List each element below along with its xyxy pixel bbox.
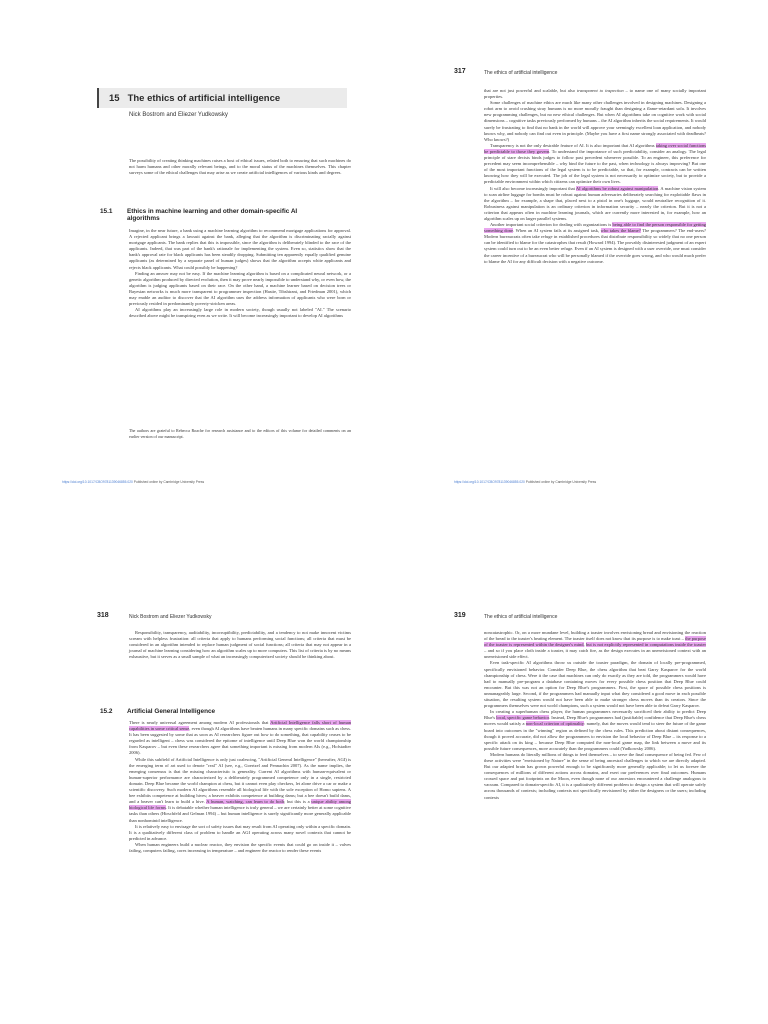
- paragraph: Imagine, in the near future, a bank using a machine learning algorithm to recommend mortgage applications for approval. A rejected applicant brings a lawsuit against the bank, alleging that the algorithm is discriminating racially against mortgage applicants. The bank replies that this is impossible, since the algorithm is deliberately blinded to the race of the applicants. Indeed, that was part of the bank's rationale for implementing the system. Even so, statistics show that the bank's approval rate for black applicants has been steadily dropping. Submitting ten apparently equally qualified genuine applicants (as determined by a separate panel of human judges) shows that the algorithm accepts white applicants and rejects black applicants. What could possibly be happening?: [129, 228, 351, 270]
- section-heading-15-1: [100, 208, 327, 222]
- paragraph: noncatastrophic. Or, on a more mundane level, building a toaster involves envisioning bread and envisioning the reaction of the bread to the toaster's heating element. The toaster itself does not know that its purpose is to make toast – the purpose of the toaster is represented within the designer's mind, but is not explicitly represented in computations inside the toaster – and so if you place cloth inside a toaster, it may catch fire, as the design executes in an unenvisioned context with an unenvisioned side effect.: [484, 630, 706, 660]
- chapter-number: 15: [109, 92, 120, 104]
- page-body: [484, 88, 706, 265]
- page-body: [484, 630, 706, 801]
- page-footer: [454, 480, 596, 484]
- chapter-abstract: [129, 158, 351, 176]
- highlight: non-local criterion of optimality: [525, 721, 585, 727]
- paragraph: Another important social criterion for dealing with organizations is being able to find the person responsible for getting something done. When an AI system fails at its assigned task, who takes the blame? The programmers? The end-users? Modern bureaucrats often take refuge in established procedures that distribute responsibility so widely that no one person can be identified to blame for the catastrophes that result (Howard 1994). The provably disinterested judgment of an expert system could turn out to be an even better refuge. Even if an AI system is designed with a user override, one must consider the career incentive of a bureaucrat who will be personally blamed if the override goes wrong, and who would much prefer to blame the AI for any difficult decision with a negative outcome.: [484, 222, 707, 264]
- paragraph: AI algorithms play an increasingly large role in modern society, though usually not labeled "AI." The scenario described above might be transpiring even as we write. It will become increasingly important to develop AI algorithms: [129, 307, 351, 319]
- highlight: taking over social functions be predictable to those they govern: [484, 142, 706, 154]
- highlight: being able to find the person responsible for getting something done: [484, 222, 707, 234]
- abstract-text: The possibility of creating thinking machines raises a host of ethical issues, related both to ensuring that such machines do not harm humans and other morally relevant beings, and to the moral status of the machines themselves. This chapter surveys some of the ethical challenges that may arise as we create artificial intelligences of various kinds and degrees.: [129, 158, 351, 176]
- acknowledgement-text: The authors are grateful to Rebecca Roache for research assistance and to the editors of this volume for detailed comments on an earlier version of our manuscript.: [129, 428, 351, 439]
- section-heading-15-2: [100, 708, 215, 715]
- paragraph: It will also become increasingly important that AI algorithms be robust against manipulation. A machine vision system to scan airline luggage for bombs must be robust against human adversaries deliberately searching for exploitable flaws in the algorithm – for example, a shape that, placed next to a pistol in one's luggage, would neutralize recognition of it. Robustness against manipulation is an ordinary criterion in information security – nearly the criterion. But it is not a criterion that appears often in machine learning journals, which are currently more interested in, for example, how an algorithm scales up on larger parallel systems.: [484, 185, 706, 221]
- paragraph: Even task-specific AI algorithms throw us outside the toaster paradigm, the domain of locally pre-programmed, specifically envisioned behavior. Consider Deep Blue, the chess algorithm that beat Garry Kasparov for the world championship of chess. Were it the case that machines can only do exactly as they are told, the programmers would have had to manually pre-program a database containing moves for every possible chess position that Deep Blue could encounter. But this was not an option for Deep Blue's programmers. First, the space of possible chess positions is unmanageably large. Second, if the programmers had manually input what they considered a good move in each possible situation, the resulting system would not have been able to make stronger chess moves than its creators. Since the programmers themselves were not world champions, such a system would not have been able to defeat Garry Kasparov.: [484, 660, 706, 709]
- paragraph: In creating a superhuman chess player, the human programmers necessarily sacrificed their ability to predict Deep Blue's local, specific game behavior. Instead, Deep Blue's programmers had (justifiable) confidence that Deep Blue's chess moves would satisfy a non-local criterion of optimality: namely, that the moves would tend to steer the future of the game board into outcomes in the "winning" region as defined by the chess rules. This prediction about distant consequences, though it proved accurate, did not allow the programmers to envision the local behavior of Deep Blue – its response to a specific attack on its king – because Deep Blue computed the non-local game map, the link between a move and its possible future consequences, more accurately than the programmers could (Yudkowsky 2006).: [484, 709, 706, 751]
- paragraph: Responsibility, transparency, auditability, incorruptibility, predictability, and a tendency to not make innocent victims scream with helpless frustration: all criteria that apply to humans performing social functions; all criteria that must be considered in an algorithm intended to replace human judgment of social functions; all criteria that may not appear in a journal of machine learning considering how an algorithm scales up to more computers. This list of criteria is by no means exhaustive, but it serves as a small sample of what an increasingly computerized society should be thinking about.: [129, 630, 351, 660]
- highlight: Artificial Intelligence falls short of human capabilities in some critical sense: [129, 720, 351, 732]
- section-title: Ethics in machine learning and other domain-specific AI algorithms: [127, 208, 298, 222]
- section-number: 15.2: [100, 708, 113, 715]
- running-head: The ethics of artificial intelligence: [484, 70, 558, 76]
- footer-text: Published online by Cambridge University Press: [132, 480, 205, 484]
- paragraph: Some challenges of machine ethics are much like many other challenges involved in designing machines. Designing a robot arm to avoid crushing stray humans is no more morally fraught than designing a flame-retardant sofa. It involves new programming challenges, but no new ethical challenges. But when AI algorithms take on cognitive work with social dimensions – cognitive tasks previously performed by humans – the AI algorithm inherits the social requirements. It would surely be frustrating to find that no bank in the world will approve your seemingly excellent loan application, and nobody knows why, and nobody can find out even in principle. (Maybe you have a first name strongly associated with deadbeats? Who knows?): [484, 100, 706, 142]
- chapter-title: The ethics of artificial intelligence: [127, 92, 281, 104]
- highlight: the purpose of the toaster is represented within the designer's mind: [484, 636, 706, 648]
- page-body-top: [129, 630, 351, 660]
- highlight: but is not explicitly represented in computations inside the toaster: [585, 642, 706, 648]
- highlight: unique ability among biological life forms: [129, 799, 351, 811]
- page-318: [0, 512, 384, 1024]
- highlight: AI algorithms be robust against manipulation: [575, 185, 659, 191]
- page-319: [384, 512, 768, 1024]
- running-head: The ethics of artificial intelligence: [484, 614, 558, 620]
- page-number: 317: [454, 68, 466, 75]
- section-title: Artificial General Intelligence: [127, 708, 216, 715]
- page-number: 319: [454, 612, 466, 619]
- highlight: A human, watching, can learn to do both: [206, 799, 284, 805]
- page-number: 318: [97, 612, 109, 619]
- section-body: [129, 720, 351, 854]
- page-footer: [62, 480, 204, 484]
- section-body: [129, 228, 351, 319]
- paragraph: that are not just powerful and scalable, but also transparent to inspection – to name one of many socially important properties.: [484, 88, 706, 100]
- paragraph: It is relatively easy to envisage the sort of safety issues that may result from AI operating only within a specific domain. It is a qualitatively different class of problem to handle an AGI operating across many novel contexts that cannot be predicted in advance.: [129, 823, 351, 841]
- paragraph: When human engineers build a nuclear reactor, they envision the specific events that could go on inside it – valves failing, computers failing, cores increasing in temperature – and engineer the reactor to render these events: [129, 841, 351, 853]
- doi-link[interactable]: https://doi.org/10.1017/CBO9781139046855.020: [62, 480, 133, 484]
- page-chapter-opener: [0, 0, 384, 512]
- footer-text: Published online by Cambridge University Press: [524, 480, 597, 484]
- paragraph: There is nearly universal agreement among modern AI professionals that Artificial Intelligence falls short of human capabilities in some critical sense, even though AI algorithms have beaten humans in many specific domains such as chess. It has been suggested by some that as soon as AI researchers figure out how to do something, that capability ceases to be regarded as intelligent – chess was considered the epitome of intelligence until Deep Blue won the world championship from Kasparov – but even these researchers agree that something important is missing from modern AIs (e.g., Hofstadter 2006).: [129, 720, 351, 756]
- highlight: who takes the blame?: [600, 228, 641, 234]
- highlight: local, specific game behavior: [496, 715, 549, 721]
- paragraph: Finding an answer may not be easy. If the machine learning algorithm is based on a complicated neural network, or a genetic algorithm produced by directed evolution, then it may prove nearly impossible to understand why, or even how, the algorithm is judging applicants based on their race. On the other hand, a machine learner based on decision trees or Bayesian networks is much more transparent to programmer inspection (Hastie, Tibshirani, and Friedman 2001), which may enable an auditor to discover that the AI algorithm uses the address information of applicants who were born or previously resided in predominantly poverty-stricken areas.: [129, 270, 351, 307]
- paragraph: While this subfield of Artificial Intelligence is only just coalescing, "Artificial General Intelligence" (hereafter, AGI) is the emerging term of art used to denote "real" AI (see, e.g., Goertzel and Pennachin 2007). As the name implies, the emerging consensus is that the missing characteristic is generality. Current AI algorithms with human-equivalent or human-superior performance are characterized by a deliberately programmed competence only in a single, restricted domain. Deep Blue became the world champion at chess, but it cannot even play checkers, let alone drive a car or make a scientific discovery. Such modern AI algorithms resemble all biological life with the sole exception of Homo sapiens. A bee exhibits competence at building hives; a beaver exhibits competence at building dams; but a bee doesn't build dams, and a beaver can't learn to build a hive. A human, watching, can learn to do both; but this is a unique ability among biological life forms. It is debatable whether human intelligence is truly general – we are certainly better at some cognitive tasks than others (Hirschfeld and Gelman 1994) – but human intelligence is surely significantly more generally applicable than nonhominid intelligence.: [129, 756, 351, 823]
- acknowledgement-note: [129, 428, 351, 439]
- chapter-title-banner: [97, 88, 347, 108]
- chapter-authors: Nick Bostrom and Eliezer Yudkowsky: [129, 112, 228, 118]
- paragraph: Modern humans do literally millions of things to feed themselves – to serve the final consequence of being fed. Few of these activities were "envisioned by Nature" in the sense of being ancestral challenges to which we are directly adapted. But our adapted brain has grown powerful enough to be significantly more generally applicable; to let us foresee the consequences of millions of different actions across domains, and exert our preferences over final outcomes. Humans crossed space and put footprints on the Moon, even though none of our ancestors encountered a challenge analogous to vacuum. Compared to domain-specific AI, it is a qualitatively different problem to design a system that will operate safely across thousands of contexts; including contexts not specifically envisioned by either the designers or the users; including contexts: [484, 751, 706, 800]
- page-317: [384, 0, 768, 512]
- running-head: Nick Bostrom and Eliezer Yudkowsky: [129, 614, 212, 620]
- doi-link[interactable]: https://doi.org/10.1017/CBO9781139046855.020: [454, 480, 525, 484]
- paragraph: Transparency is not the only desirable feature of AI. It is also important that AI algorithms taking over social functions be predictable to those they govern. To understand the importance of such predictability, consider an analogy. The legal principle of stare decisis binds judges to follow past precedent whenever possible. To an engineer, this preference for precedent may seem incomprehensible – why bind the future to the past, when technology is always improving? But one of the most important functions of the legal system is to be predictable, so that, for example, contracts can be written knowing how they will be executed. The job of the legal system is not necessarily to optimize society, but to provide a predictable environment within which citizens can optimize their own lives.: [484, 142, 706, 185]
- section-number: 15.1: [100, 208, 113, 215]
